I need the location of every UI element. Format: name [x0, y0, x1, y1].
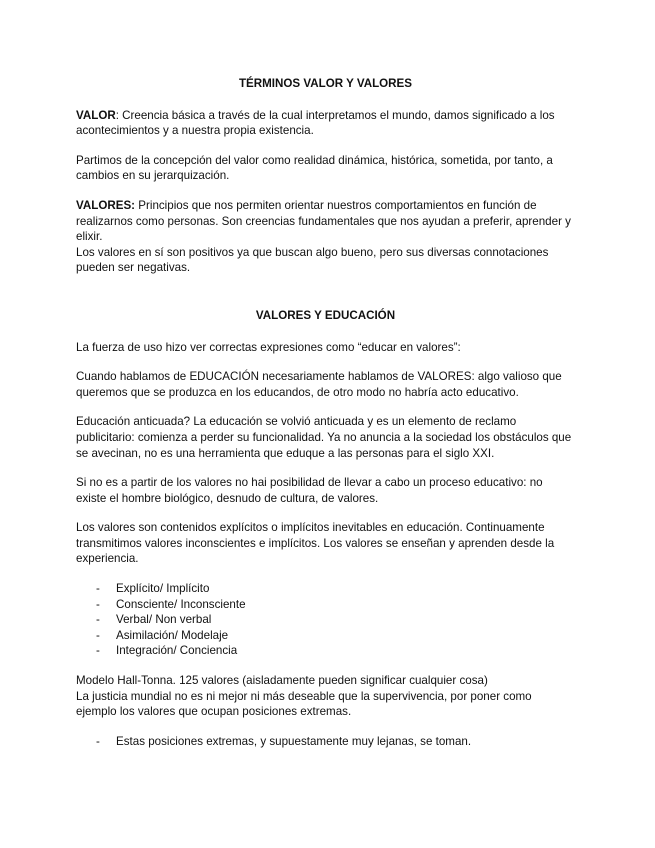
section-title-educacion: VALORES Y EDUCACIÓN [255, 308, 396, 322]
paragraph-anticuada: Educación anticuada? La educación se volvió anticuada y es un elemento de reclamo publicitario: comienza a perder su funcionalidad. Ya no anuncia a la sociedad los obstáculos que se avecinan, no es una herramienta que eduque a las personas para el siglo XXI. [76, 415, 572, 460]
term-valores: VALORES: [76, 198, 136, 212]
list-item: - Asimilación/ Modelaje [76, 628, 575, 644]
paragraph-valor-definition [76, 108, 575, 139]
paragraph-justicia: La justicia mundial no es ni mejor ni más deseable que la supervivencia, por poner como ejemplo los valores que ocupan posiciones extremas. [76, 689, 532, 719]
paragraph-valores-definition [76, 198, 575, 245]
paragraph-positivos: Los valores en sí son positivos ya que buscan algo bueno, pero sus diversas connotaciones pueden ser negativas. [76, 245, 549, 275]
valores-definition-text: Principios que nos permiten orientar nuestros comportamientos en función de realizarnos como personas. Son creencias fundamentales que nos ayudan a preferir, aprender y elixir. [76, 198, 571, 244]
list-item: - Verbal/ Non verbal [76, 612, 575, 628]
paragraph-si-no: Si no es a partir de los valores no hai posibilidad de llevar a cabo un proceso educativo: no existe el hombre biológico, desnudo de cultura, de valores. [76, 476, 543, 505]
list-item: - Explícito/ Implícito [76, 581, 575, 597]
paragraph-fuerza: La fuerza de uso hizo ver correctas expresiones como “educar en valores”: [76, 340, 461, 354]
dichotomy-list [76, 581, 575, 659]
paragraph-contenidos: Los valores son contenidos explícitos o implícitos inevitables en educación. Continuamente transmitimos valores inconscientes e implícitos. Los valores se enseñan y aprenden desde la experiencia. [76, 521, 555, 566]
list-item: - Consciente/ Inconsciente [76, 597, 575, 613]
valor-definition-text: : Creencia básica a través de la cual interpretamos el mundo, damos significado a los acontecimientos y a nuestra propia existencia. [76, 108, 555, 138]
term-valor: VALOR [76, 108, 116, 122]
paragraph-cuando: Cuando hablamos de EDUCACIÓN necesariamente hablamos de VALORES: algo valioso que queremos que se produzca en los educandos, de otro modo no habría acto educativo. [76, 370, 562, 399]
section-title-terminos: TÉRMINOS VALOR Y VALORES [238, 77, 413, 90]
extremes-list [76, 734, 575, 750]
paragraph-partimos: Partimos de la concepción del valor como realidad dinámica, histórica, sometida, por tanto, a cambios en su jerarquización. [76, 153, 553, 183]
list-item: - Integración/ Conciencia [76, 643, 575, 659]
list-item: - Estas posiciones extremas, y supuestamente muy lejanas, se toman. [76, 734, 575, 750]
paragraph-modelo-hall-tonna: Modelo Hall-Tonna. 125 valores (aisladamente pueden significar cualquier cosa) [76, 674, 488, 688]
